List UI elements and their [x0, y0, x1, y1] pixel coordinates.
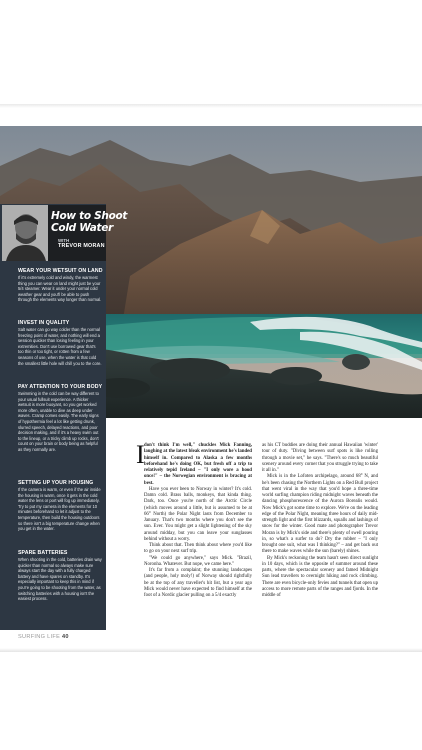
article-paragraph: Mick is in the Lofoten archipelago, around 68° N, and he's been chasing the Northern Lights on a Red Bull project that went viral in the way that you'd hope a three-time world surfing champion riding midnight waves beneath the dancing phosphorescence of the Aurora Borealis would. Now Mick's got some time to explore. We're on the leading edge of the Polar Night, meaning three hours of daily mid-strength light and the first blizzards, squalls and lashings of snow for the winter. Good mate and photographer Trevor Moran is by Mick's side and there's plenty of swell pouring in, so what's a surfer to do? Dry the rubber – "I only brought one suit, what was I thinking?" – and get back out there to make waves while the sun (barely) shines.: [262, 474, 378, 555]
tip-heading-housing: SETTING UP YOUR HOUSING: [18, 480, 94, 486]
article-column-2: [262, 443, 378, 599]
tip-body-quality: Salt water can go way colder than the normal freezing point of water, and nothing will end a session quicker than losing feeling in your extremities. Don't use borrowed gear that's too thin or too tight, or rotten from a few seasons of use, when the water is that cold the smallest little hole will chill you to the core.: [18, 327, 102, 366]
article-paragraph: Think about that. Then think about where you'd like to go on your next surf trip.: [144, 543, 252, 555]
tip-heading-quality: INVEST IN QUALITY: [18, 320, 70, 326]
page-edge-top: [0, 104, 422, 108]
author-name: TREVOR MORAN: [58, 243, 105, 249]
tip-heading-body: PAY ATTENTION TO YOUR BODY: [18, 384, 103, 390]
tip-body-housing: If the camera is warm, or even if the air inside the housing is warm, once it gets in the cold water the lens or port will fog up immediately. Try to put my camera in the elements for 10 minutes beforehand to let it adjust to the temperature, then build the housing outdoors so there isn't a big temperature change when you get in the water.: [18, 487, 101, 532]
article-column-1: [144, 443, 252, 599]
tip-body-wetsuit: If it's extremely cold and windy, the warmest thing you can wear on land might just be your 5/4 steamer. Wear it under your normal cold weather gear and you'll be able to push through the elements way longer than normal.: [18, 275, 102, 303]
feature-title-line-2: Cold Water: [51, 222, 113, 234]
article-paragraph: Have you ever been to Norway in winter? It's cold. Damn cold. Brass balls, monkeys, that kinda thing. Dark, too. Once you're north of the Arctic Circle (which moves around a little, but is assumed to be at 66° North) the Polar Night lasts from December to January. That's two months where you don't see the sun. Ever. You might get a slight lightening of the sky around midday, but you can leave your sunglasses behind without a worry.: [144, 486, 252, 542]
article-paragraph: "We could go anywhere," says Mick. "Brazil, Noronha. Whatever. But nope, we came here.": [144, 555, 252, 567]
page-number: 40: [62, 634, 69, 640]
tip-body-batteries: When shooting in the cold, batteries drain way quicker than normal so always make sure always start the day with a fully charged battery and have spares on standby. It's especially important to keep this in mind if you're going to be shooting from the water, as switching batteries with a housing isn't the easiest process.: [18, 557, 102, 602]
article-paragraph: as his CT buddies are doing their annual Hawaiian 'winter' tour of duty. "Diving between surf spots is like rolling through a movie set," he says. "There's so much beautiful scenery around every corner that you struggle trying to take it all in.": [262, 443, 378, 473]
author-headshot: [2, 205, 48, 261]
feature-title-line-1: How to Shoot: [51, 210, 128, 222]
tip-body-body: Swimming in the cold can be way different to your usual fullsuit experience. A thicker wetsuit is more buoyant, so you get worked more often, unable to dive as deep under waves. Cramp comes easily. The early signs of hypothermia feel a lot like getting drunk, slurred speech, delayed reactions, and poor decision making, and if it's a heavy swim out to the lineup, or a tricky climb up rocks, don't count on your brain or body being as helpful as they normally are.: [18, 391, 99, 452]
article-paragraph: By Mick's reckoning the team hasn't seen direct sunlight in 10 days, which is the opposite of summer around these parts, where the spectacular scenery and famed Midnight Sun lead travellers to overnight hiking and rock climbing. There are even bicycle-only fevies and tunnels that open up access to more remote parts of the ranges and fjords. In the middle of: [262, 555, 378, 598]
page-folio: [18, 634, 69, 640]
author-prefix: WITH: [58, 238, 70, 243]
magazine-name: SURFING LIFE: [18, 634, 62, 640]
tip-heading-wetsuit: WEAR YOUR WETSUIT ON LAND: [18, 268, 103, 274]
article-paragraph: It's far from a complaint; the stunning landscapes (and people, holy moly!) of Norway should rightfully be at the top of any traveller's hit list, but a year ago Mick would never have expected to find himself at the foot of a Nordic glacier pulling on a 5/4 exactly: [144, 568, 252, 598]
page-edge-bottom: [0, 648, 422, 652]
author-portrait-image: [2, 205, 48, 261]
tip-heading-batteries: SPARE BATTERIES: [18, 550, 68, 556]
article-lead: don't think I'm well," chuckles Mick Fanning, laughing at the latest bleak environment he's landed himself in. Compared to Alaska a few months beforehand he's doing OK, but fresh off a trip to relatively tepid Ireland – "I only wore a hood once!" – the Norwegian environment is bracing at best.: [144, 443, 252, 486]
article-dropcap: I: [136, 440, 145, 469]
